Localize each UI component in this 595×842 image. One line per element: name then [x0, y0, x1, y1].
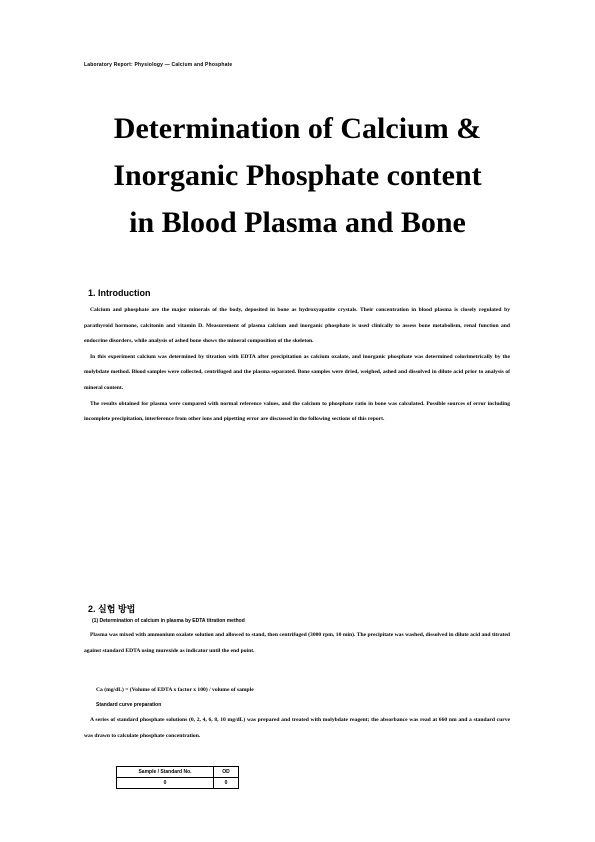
introduction-body — [84, 303, 510, 428]
section-heading-methods: 2. 실험 방법 — [88, 604, 136, 614]
document-title — [60, 105, 535, 246]
table-cell: 0 — [214, 778, 239, 789]
table-cell: 0 — [117, 778, 214, 789]
table-row — [117, 778, 239, 789]
intro-paragraph-2: In this experiment calcium was determined by titration with EDTA after precipitation as calcium oxalate, and inorganic phosphate was determined colorimetrically by the molybdate method. Blood samples were collected, centrifuged and the plasma separated. Bone samples were dried, weighed, ashed and dissolved in dilute acid prior to analysis of mineral content. — [84, 353, 510, 391]
table-header-row — [117, 767, 239, 778]
title-line-1: Determination of Calcium & — [113, 112, 482, 145]
standard-curve-table — [116, 766, 239, 789]
table-header-cell: OD — [214, 767, 239, 778]
method-subheading-calcium: (1) Determination of calcium in plasma by EDTA titration method — [92, 618, 245, 624]
title-line-3: in Blood Plasma and Bone — [129, 206, 466, 239]
intro-paragraph-3: The results obtained for plasma were compared with normal reference values, and the calcium to phosphate ratio in bone was calculated. Possible sources of error including incomplete precipitation, interference from other ions and pipetting error are discussed in the following sections of this report. — [84, 400, 510, 423]
running-head: Laboratory Report: Physiology — Calcium and Phosphate — [84, 62, 233, 68]
intro-paragraph-1: Calcium and phosphate are the major minerals of the body, deposited in bone as hydroxyapatite crystals. Their concentration in blood plasma is closely regulated by parathyroid hormone, calcitonin and vitamin D. Measurement of plasma calcium and inorganic phosphate is used clinically to assess bone metabolism, renal function and endocrine disorders, while analysis of ashed bone shows the mineral composition of the skeleton. — [84, 307, 510, 345]
methods-paragraph-2 — [84, 713, 510, 744]
method-subheading-standard: Standard curve preparation — [96, 702, 162, 708]
table-header-cell: Sample / Standard No. — [117, 767, 214, 778]
title-line-2: Inorganic Phosphate content — [113, 159, 482, 192]
methods-text-1: Plasma was mixed with ammonium oxalate solution and allowed to stand, then centrifuged (3000 rpm, 10 min). The precipitate was washed, dissolved in dilute acid and titrated against standard EDTA using murexide as indicator until the end point. — [84, 632, 510, 654]
methods-text-2: A series of standard phosphate solutions (0, 2, 4, 6, 8, 10 mg/dL) was prepared and treated with molybdate reagent; the absorbance was read at 660 nm and a standard curve was drawn to calculate phosphate concentration. — [84, 717, 510, 739]
calcium-formula: Ca (mg/dL) = (Volume of EDTA x factor x 100) / volume of sample — [96, 687, 254, 693]
methods-paragraph-1 — [84, 628, 510, 659]
section-heading-introduction: 1. Introduction — [88, 288, 151, 298]
